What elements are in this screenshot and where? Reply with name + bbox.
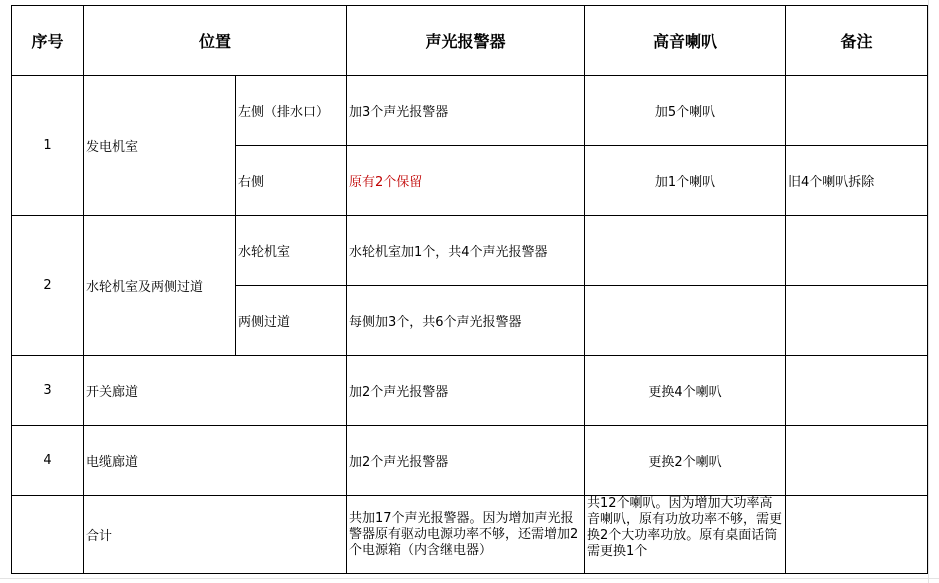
table-row [12,356,928,426]
header-location[interactable]: 位置 [84,6,347,76]
cell-area[interactable]: 水轮机室及两侧过道 [84,216,236,356]
cell-horn[interactable] [585,216,786,286]
cell-horn[interactable]: 加5个喇叭 [585,76,786,146]
cell-remark[interactable] [786,286,928,356]
cell-remark[interactable] [786,356,928,426]
cell-alarm[interactable]: 加2个声光报警器 [347,426,585,496]
total-horn[interactable]: 共12个喇叭。因为增加大功率高音喇叭，原有功放功率不够，需更换2个大功率功放。原有桌面话筒需更换1个 [585,496,786,574]
cell-horn[interactable]: 加1个喇叭 [585,146,786,216]
total-remark[interactable] [786,496,928,574]
cell-alarm[interactable]: 水轮机室加1个，共4个声光报警器 [347,216,585,286]
cell-horn[interactable] [585,286,786,356]
cell-alarm[interactable]: 原有2个保留 [347,146,585,216]
cell-area[interactable]: 电缆廊道 [84,426,347,496]
table-row [12,76,928,146]
alarm-plan-table [11,5,928,574]
header-alarm[interactable]: 声光报警器 [347,6,585,76]
header-seq[interactable]: 序号 [12,6,84,76]
cell-area[interactable]: 开关廊道 [84,356,347,426]
cell-seq[interactable] [12,496,84,574]
cell-location[interactable]: 两侧过道 [236,286,347,356]
cell-seq[interactable]: 1 [12,76,84,216]
cell-remark[interactable]: 旧4个喇叭拆除 [786,146,928,216]
cell-remark[interactable] [786,426,928,496]
cell-horn[interactable]: 更换2个喇叭 [585,426,786,496]
cell-alarm[interactable]: 加3个声光报警器 [347,76,585,146]
cell-alarm[interactable]: 加2个声光报警器 [347,356,585,426]
table-row [12,426,928,496]
header-remark[interactable]: 备注 [786,6,928,76]
gridline [0,578,939,579]
cell-horn[interactable]: 更换4个喇叭 [585,356,786,426]
cell-seq[interactable]: 4 [12,426,84,496]
header-horn[interactable]: 高音喇叭 [585,6,786,76]
header-row [12,6,928,76]
total-alarm[interactable]: 共加17个声光报警器。因为增加声光报警器原有驱动电源功率不够，还需增加2个电源箱（内含继电器） [347,496,585,574]
cell-remark[interactable] [786,76,928,146]
cell-location[interactable]: 右侧 [236,146,347,216]
total-row [12,496,928,574]
total-label[interactable]: 合计 [84,496,347,574]
table-row [12,216,928,286]
cell-location[interactable]: 左侧（排水口） [236,76,347,146]
cell-location[interactable]: 水轮机室 [236,216,347,286]
cell-remark[interactable] [786,216,928,286]
cell-alarm[interactable]: 每侧加3个，共6个声光报警器 [347,286,585,356]
cell-seq[interactable]: 3 [12,356,84,426]
gridline [928,0,929,583]
cell-seq[interactable]: 2 [12,216,84,356]
cell-area[interactable]: 发电机室 [84,76,236,216]
